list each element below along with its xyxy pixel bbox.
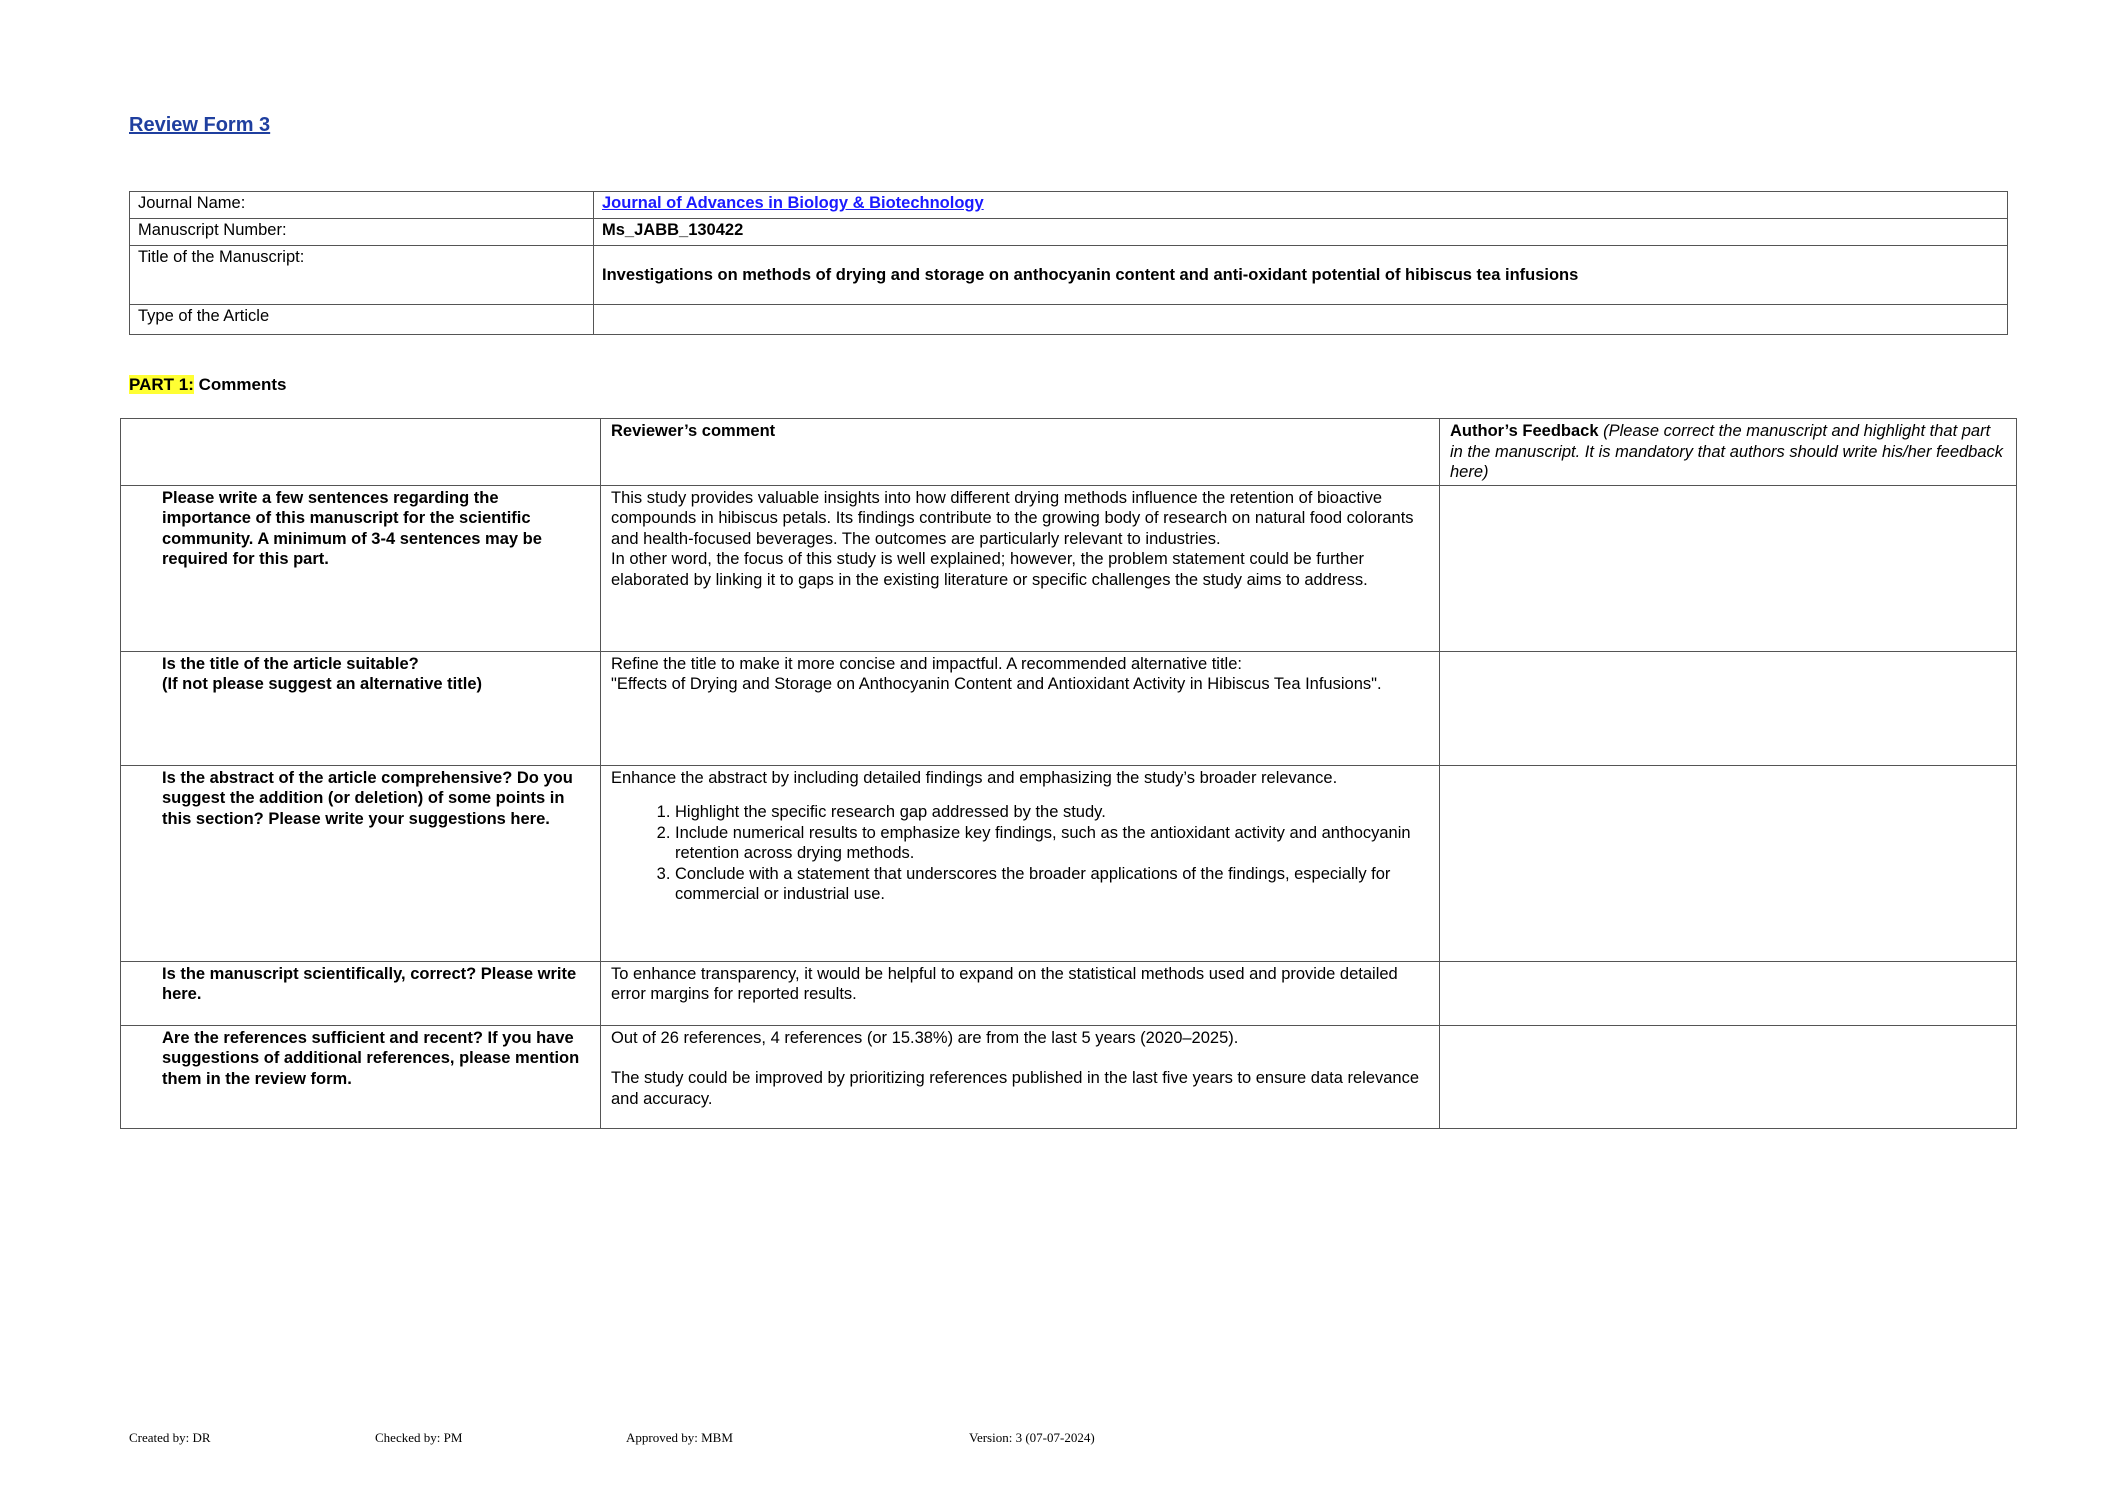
article-type-label: Type of the Article [130,305,594,335]
list-item: 1. Highlight the specific research gap addressed by the study. [675,802,1429,823]
question: Is the title of the article suitable? (If not please suggest an alternative title) [121,651,601,765]
comments-table [120,418,2017,1129]
reviewer-comment [601,961,1440,1025]
footer-checked-by: Checked by: PM [375,1430,463,1445]
comment-paragraph: Enhance the abstract by including detailed findings and emphasizing the study’s broader relevance. [611,768,1338,787]
manuscript-title-label: Title of the Manuscript: [130,246,594,305]
reviewer-comment [601,765,1440,961]
footer-approved-by: Approved by: MBM [626,1430,733,1445]
author-feedback-title: Author’s Feedback [1450,422,1599,440]
footer-version: Version: 3 (07-07-2024) [969,1430,1095,1445]
manuscript-info-table [129,191,2008,335]
header-row [121,419,2017,486]
reviewer-comment-header: Reviewer’s comment [601,419,1440,486]
part-label: PART 1: [129,375,194,394]
list-item: 3. Conclude with a statement that underscores the broader applications of the findings, especially for commercial or industrial use. [675,864,1429,905]
comment-paragraph: "Effects of Drying and Storage on Anthocyanin Content and Antioxidant Activity in Hibiscus Tea Infusions". [611,675,1382,693]
part-heading [129,375,286,395]
reviewer-comment [601,485,1440,651]
reviewer-comment [601,651,1440,765]
comment-paragraph: Out of 26 references, 4 references (or 15.38%) are from the last 5 years (2020–2025). [611,1028,1239,1047]
suggestion-list [611,802,1429,905]
question: Is the manuscript scientifically, correct? Please write here. [121,961,601,1025]
comment-paragraph: The study could be improved by prioritizing references published in the last five years to ensure data relevance and accuracy. [611,1069,1420,1108]
list-item: 2. Include numerical results to emphasize key findings, such as the antioxidant activity and anthocyanin retention across drying methods. [675,823,1429,864]
question: Is the abstract of the article comprehensive? Do you suggest the addition (or deletion) of some points in this section? Please write your suggestions here. [121,765,601,961]
manuscript-number-label: Manuscript Number: [130,219,594,246]
footer-created-by: Created by: DR [129,1430,211,1445]
reviewer-comment [601,1025,1440,1128]
manuscript-title-value: Investigations on methods of drying and storage on anthocyanin content and anti-oxidant potential of hibiscus tea infusions [594,246,2008,305]
article-type-value [594,305,2008,335]
part-title: Comments [198,375,287,394]
journal-label: Journal Name: [130,192,594,219]
comment-paragraph: This study provides valuable insights into how different drying methods influence the retention of bioactive compounds in hibiscus petals. Its findings contribute to the growing body of research on natural food colorants and health-focused beverages. The outcomes are particularly relevant to industries. [611,488,1414,548]
table-row [121,1025,2017,1128]
table-row [121,485,2017,651]
table-row [121,961,2017,1025]
author-feedback-input[interactable] [1440,485,2017,651]
question: Are the references sufficient and recent? If you have suggestions of additional references, please mention them in the review form. [121,1025,601,1128]
comment-paragraph: Refine the title to make it more concise and impactful. A recommended alternative title: [611,654,1242,673]
table-row [121,765,2017,961]
comment-paragraph: In other word, the focus of this study is well explained; however, the problem statement could be further elaborated by linking it to gaps in the existing literature or specific challenges the study aims to address. [611,550,1368,589]
empty-header-cell [121,419,601,486]
page-title[interactable]: Review Form 3 [129,114,271,136]
author-feedback-input[interactable] [1440,651,2017,765]
author-feedback-header [1440,419,2017,486]
manuscript-number-value: Ms_JABB_130422 [594,219,2008,246]
comment-paragraph: To enhance transparency, it would be helpful to expand on the statistical methods used and provide detailed error margins for reported results. [611,964,1398,1003]
question: Please write a few sentences regarding the importance of this manuscript for the scientific community. A minimum of 3-4 sentences may be required for this part. [121,485,601,651]
author-feedback-instructions: (Please correct the manuscript and highlight that part in the manuscript. It is mandatory that authors should write his/her feedback here) [1450,422,2004,481]
author-feedback-input[interactable] [1440,1025,2017,1128]
journal-link[interactable]: Journal of Advances in Biology & Biotechnology [602,194,984,212]
table-row [121,651,2017,765]
author-feedback-input[interactable] [1440,961,2017,1025]
author-feedback-input[interactable] [1440,765,2017,961]
